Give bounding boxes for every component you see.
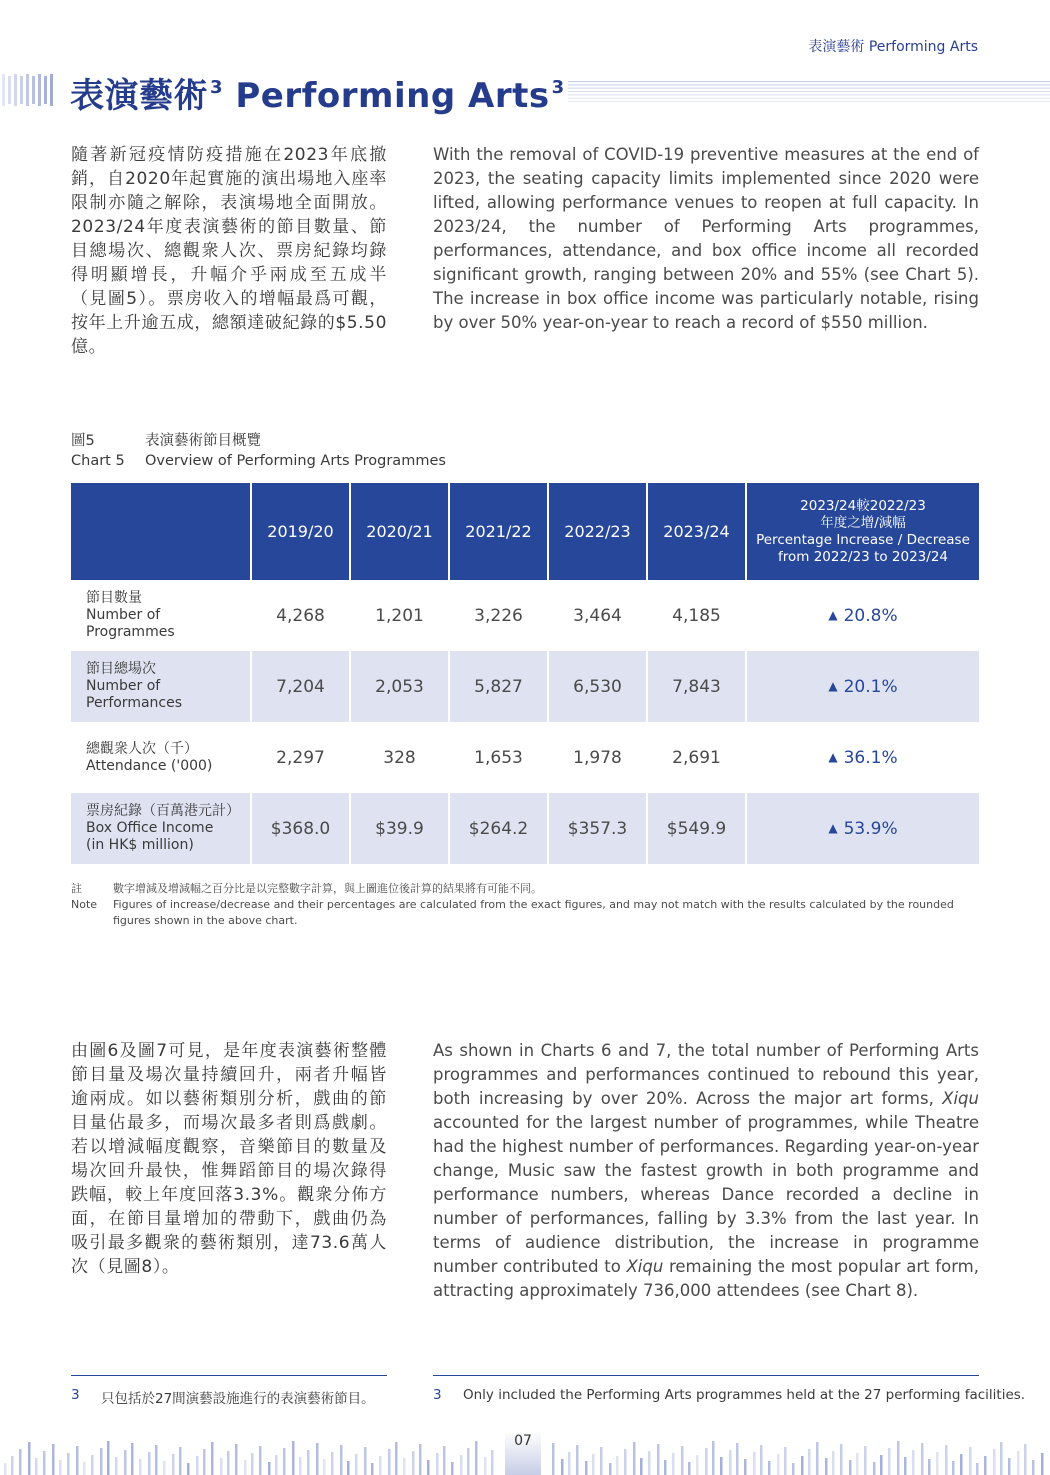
value-cell: 2,297	[251, 722, 350, 793]
value-cell: 1,201	[350, 580, 449, 651]
value-cell: 328	[350, 722, 449, 793]
footnote-number: 3	[433, 1387, 442, 1403]
change-value: 36.1%	[843, 747, 898, 768]
note-label-zh: 註	[71, 882, 82, 895]
table-row	[71, 722, 979, 793]
row-label-line: (in HK$ million)	[86, 837, 194, 853]
note-text-en: Figures of increase/decrease and their percentages are calculated from the exact figures, and may not match with the results calculated by the rounded figures shown in the above chart.	[113, 898, 954, 927]
value-cell: $357.3	[548, 793, 647, 864]
page-title	[70, 68, 565, 117]
analysis-text: accounted for the largest number of programmes, while Theatre had the highest number of performances. Regarding year-on-year change, Music saw the fastest growth in both programme and performance numbers, whereas Dance recorded a decline in number of performances, falling by 3.3% from the last year. In terms of audience distribution, the increase in programme number contributed to	[433, 1113, 979, 1276]
running-head: 表演藝術 Performing Arts	[808, 39, 978, 55]
value-cell: 3,226	[449, 580, 548, 651]
chart-title-en: Overview of Performing Arts Programmes	[145, 452, 446, 469]
row-label-line: Number of	[86, 607, 161, 623]
chart-caption	[71, 429, 446, 471]
value-cell: $368.0	[251, 793, 350, 864]
row-label-line: Attendance ('000)	[86, 757, 213, 774]
row-label-line: Number of	[86, 678, 161, 694]
page-number: 07	[505, 1431, 541, 1475]
row-label-line: 總觀衆人次（千）	[86, 740, 198, 757]
value-cell: $264.2	[449, 793, 548, 864]
row-label-line: Programmes	[86, 624, 175, 640]
value-cell: 7,843	[647, 651, 746, 722]
table-header-row	[71, 483, 979, 580]
change-value: 20.1%	[843, 676, 898, 697]
page-title-zh: 表演藝術	[70, 76, 208, 116]
title-stripes-left	[0, 70, 62, 108]
up-arrow-icon: ▲	[828, 749, 838, 764]
value-cell: $549.9	[647, 793, 746, 864]
title-footnote-ref: 3	[210, 77, 224, 98]
header-change-line: 2023/24較2022/23	[800, 497, 926, 514]
value-cell: 2,691	[647, 722, 746, 793]
row-label	[71, 580, 251, 651]
header-change-line: 年度之增/減幅	[820, 514, 906, 531]
programmes-overview-table	[71, 483, 979, 864]
note-label-en: Note	[71, 898, 98, 911]
up-arrow-icon: ▲	[828, 607, 838, 622]
analysis-term: Xiqu	[942, 1089, 979, 1108]
header-year: 2019/20	[251, 483, 350, 580]
row-label	[71, 651, 251, 722]
footnote-rule-zh	[71, 1375, 387, 1376]
footnote-text-zh: 只包括於27間演藝設施進行的表演藝術節目。	[101, 1391, 375, 1407]
value-cell: 1,653	[449, 722, 548, 793]
table-row	[71, 651, 979, 722]
up-arrow-icon: ▲	[828, 820, 838, 835]
header-change-line: from 2022/23 to 2023/24	[777, 548, 948, 565]
header-year: 2021/22	[449, 483, 548, 580]
header-change	[746, 483, 979, 580]
note-text-zh: 數字增減及增減幅之百分比是以完整數字計算，與上圖進位後計算的結果將有可能不同。	[113, 882, 542, 895]
change-cell	[746, 793, 979, 864]
change-value: 20.8%	[843, 605, 898, 626]
row-label-line: Performances	[86, 695, 183, 711]
analysis-text: remaining the most popular art form, attracting approximately 736,000 attendees (see Chart 8).	[433, 1257, 980, 1300]
row-label-line: 節目總場次	[86, 661, 156, 677]
change-cell	[746, 651, 979, 722]
header-blank	[71, 483, 251, 580]
header-year: 2023/24	[647, 483, 746, 580]
analysis-text: As shown in Charts 6 and 7, the total number of Performing Arts programmes and performances continued to rebound this year, both increasing by over 20%. Across the major art forms,	[433, 1041, 979, 1108]
value-cell: 4,185	[647, 580, 746, 651]
footnote-number: 3	[71, 1387, 80, 1403]
row-label-line: Box Office Income	[86, 820, 214, 836]
header-year: 2020/21	[350, 483, 449, 580]
analysis-paragraph-en	[433, 1039, 979, 1303]
chart-title-zh: 表演藝術節目概覽	[145, 433, 261, 449]
footnote-text-en: Only included the Performing Arts programmes held at the 27 performing facilities.	[463, 1387, 1026, 1403]
chart-label-en: Chart 5	[71, 452, 125, 469]
row-label	[71, 722, 251, 793]
table-row	[71, 793, 979, 864]
title-en-footnote-ref: 3	[551, 77, 565, 98]
analysis-paragraph-zh: 由圖6及圖7可見，是年度表演藝術整體節目量及場次量持續回升，兩者升幅皆逾兩成。如以藝術類別分析，戲曲的節目量佔最多，而場次最多者則爲戲劇。若以增減幅度觀察，音樂節目的數量及場次回升最快，惟舞蹈節目的場次錄得跌幅，較上年度回落3.3%。觀衆分佈方面，在節目量增加的帶動下，戲曲仍為吸引最多觀衆的藝術類別，達73.6萬人次（見圖8）。	[71, 1041, 387, 1277]
footnote-en	[433, 1387, 1025, 1403]
change-cell	[746, 580, 979, 651]
header-change-line: Percentage Increase / Decrease	[756, 531, 970, 548]
footnote-zh	[71, 1387, 375, 1407]
change-cell	[746, 722, 979, 793]
row-label-line: 節目數量	[86, 590, 142, 606]
value-cell: 7,204	[251, 651, 350, 722]
table-row	[71, 580, 979, 651]
title-lines-right	[568, 79, 1050, 105]
value-cell: 4,268	[251, 580, 350, 651]
analysis-term: Xiqu	[626, 1257, 664, 1276]
up-arrow-icon: ▲	[828, 678, 838, 693]
change-value: 53.9%	[843, 818, 898, 839]
header-year: 2022/23	[548, 483, 647, 580]
chart-label-zh: 圖5	[71, 433, 95, 449]
page-title-en: Performing Arts	[235, 76, 550, 116]
row-label-line: 票房紀錄（百萬港元計）	[86, 803, 240, 819]
value-cell: 6,530	[548, 651, 647, 722]
value-cell: 1,978	[548, 722, 647, 793]
intro-paragraph-zh: 隨著新冠疫情防疫措施在2023年底撤銷，自2020年起實施的演出場地入座率限制亦隨之解除，表演場地全面開放。2023/24年度表演藝術的節目數量、節目總場次、總觀衆人次、票房紀錄均錄得明顯增長，升幅介乎兩成至五成半（見圖5）。票房收入的增幅最爲可觀，按年上升逾五成，總額達破紀錄的$5.50億。	[71, 145, 387, 357]
intro-paragraph-en: With the removal of COVID-19 preventive measures at the end of 2023, the seating capacity limits implemented since 2020 were lifted, allowing performance venues to reopen at full capacity. In 2023/24, the number of Performing Arts programmes, performances, attendance, and box office income all recorded significant growth, ranging between 20% and 55% (see Chart 5). The increase in box office income was particularly notable, rising by over 50% year-on-year to reach a record of $550 million.	[433, 145, 979, 332]
value-cell: 3,464	[548, 580, 647, 651]
row-label	[71, 793, 251, 864]
chart-note	[71, 881, 979, 929]
footnote-rule-en	[433, 1375, 979, 1376]
value-cell: $39.9	[350, 793, 449, 864]
value-cell: 2,053	[350, 651, 449, 722]
value-cell: 5,827	[449, 651, 548, 722]
